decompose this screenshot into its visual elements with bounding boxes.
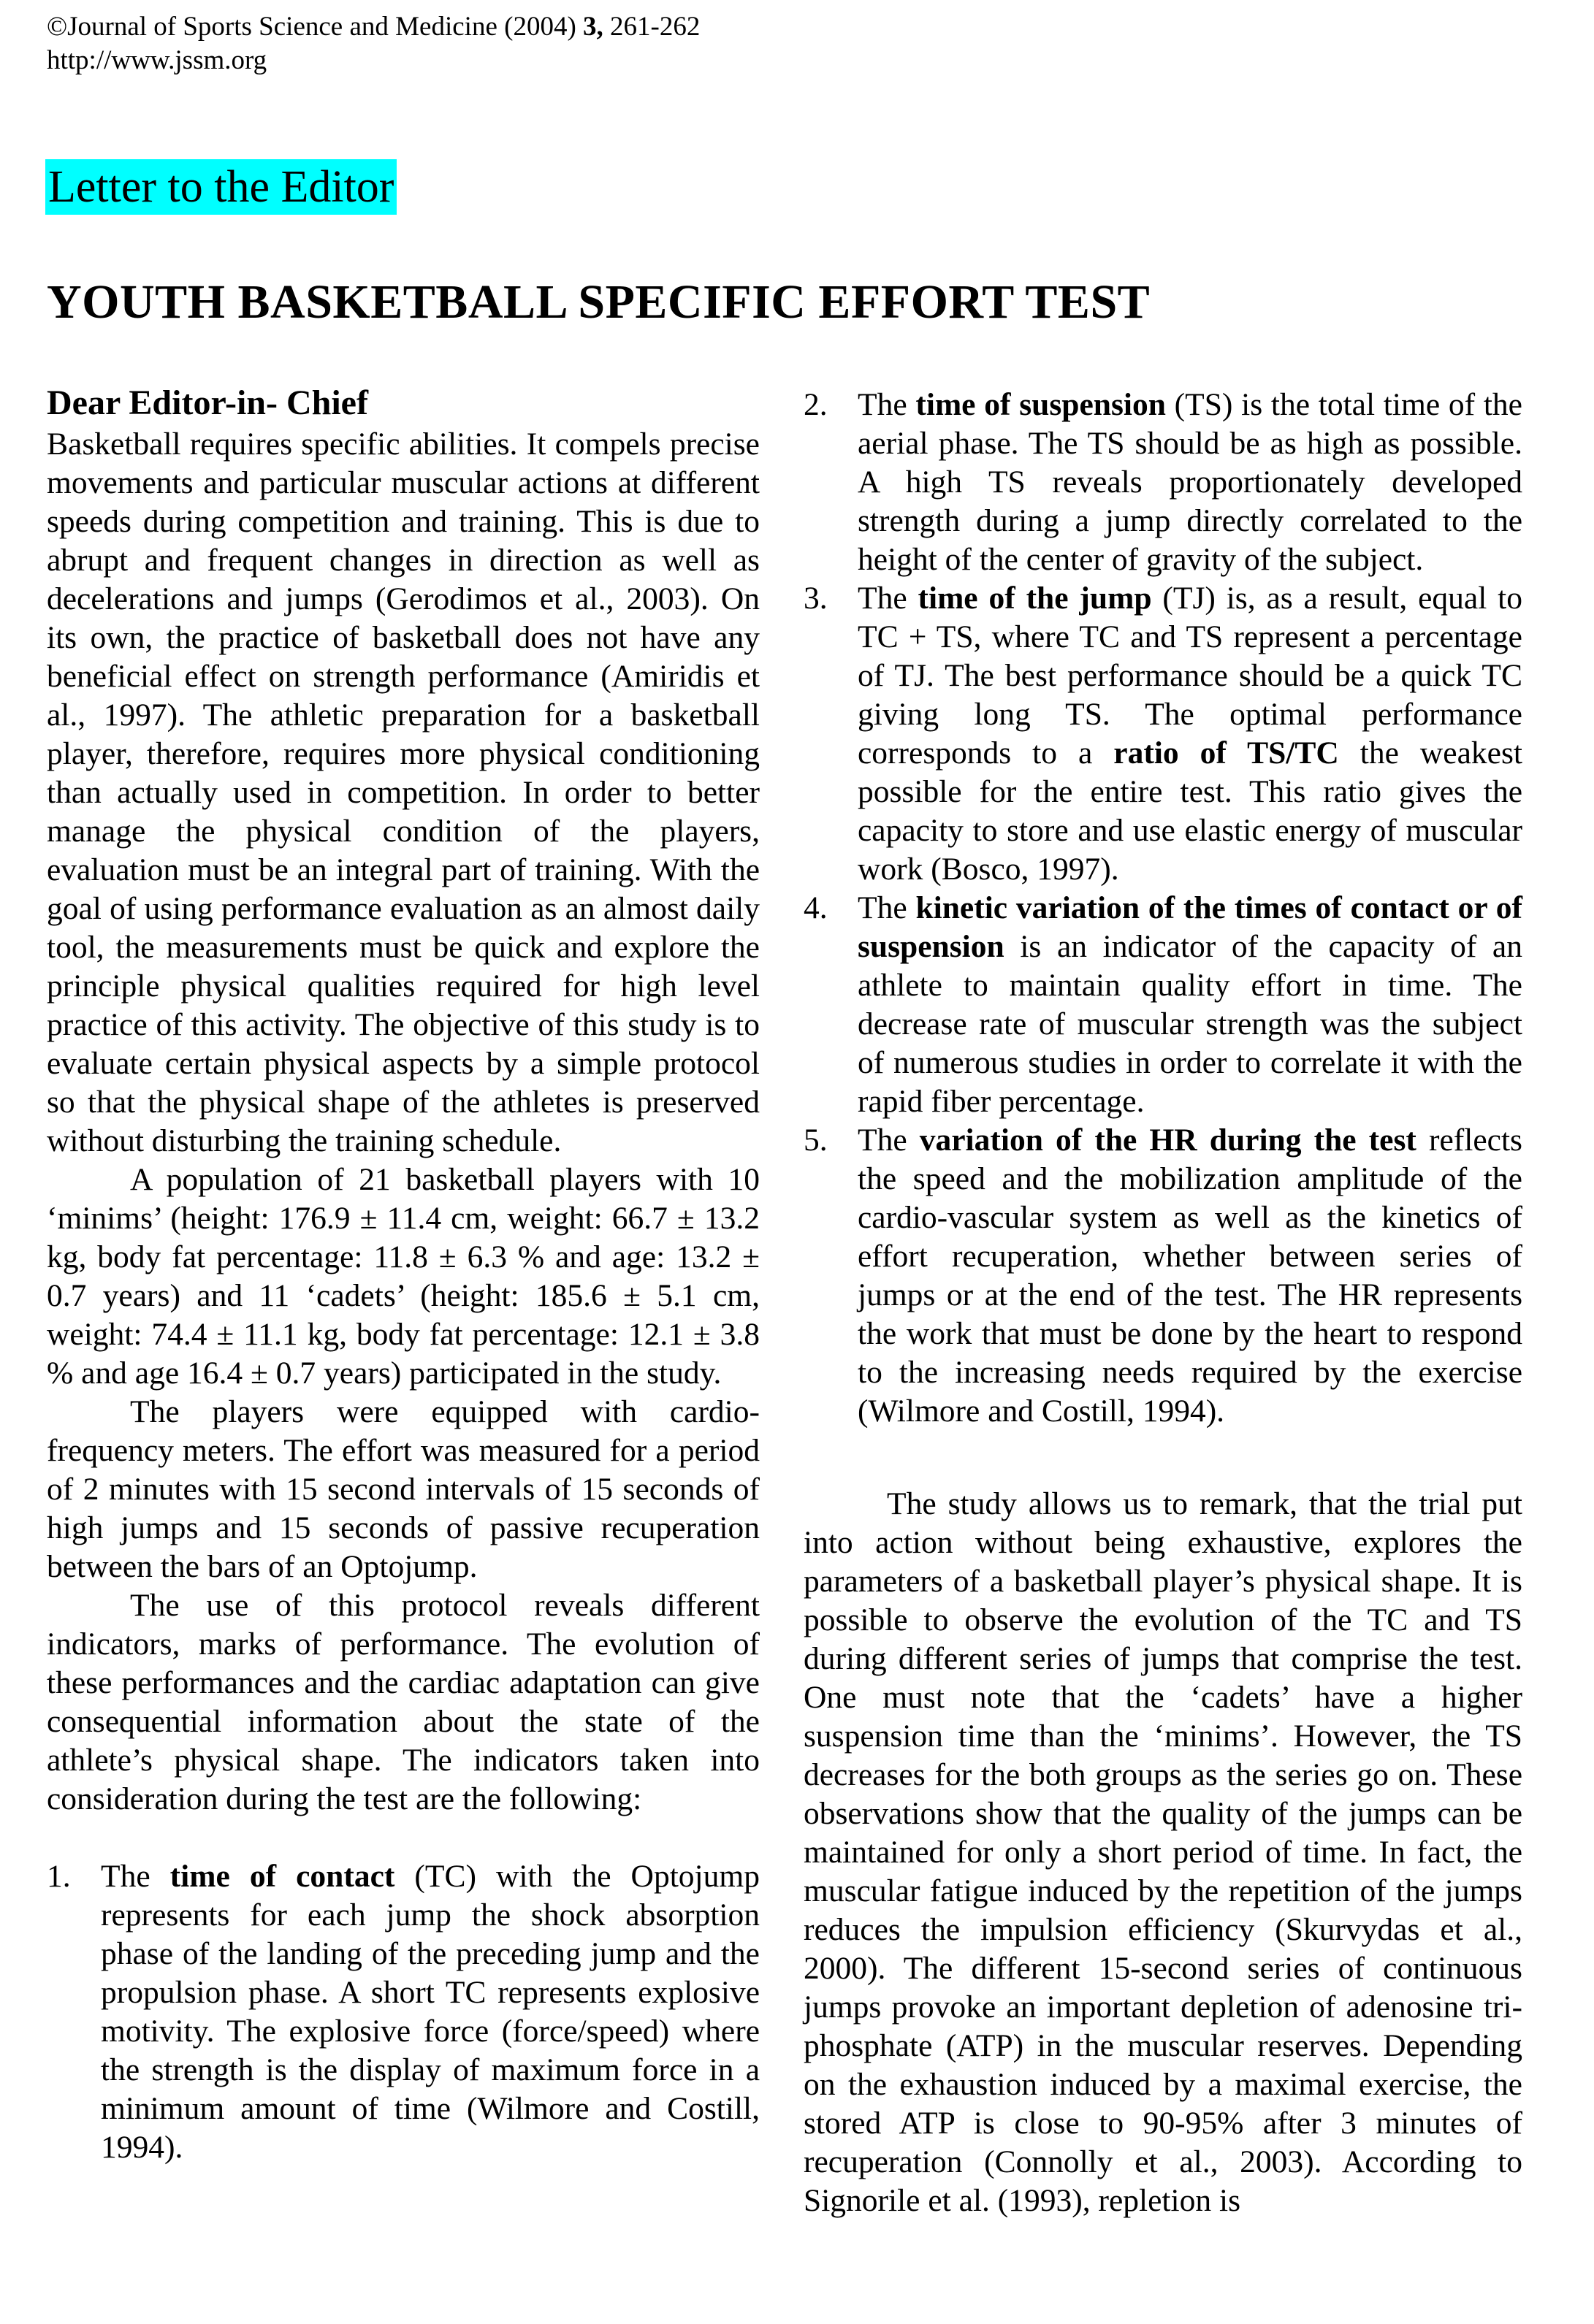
indicator-list-continued	[804, 386, 1522, 1431]
journal-header	[47, 10, 700, 77]
journal-citation: ©Journal of Sports Science and Medicine (2004) 3, 261-262	[47, 12, 701, 42]
paragraph-intro: Basketball requires specific abilities. It compels precise movements and particular muscular actions at different speeds during competition and training. This is due to abrupt and frequent changes in direction as well as decelerations and jumps (Gerodimos et al., 2003). On its own, the practice of basketball does not have any beneficial effect on strength performance (Amiridis et al., 1997). The athletic preparation for a basketball player, therefore, requires more physical conditioning than actually used in competition. In order to better manage the physical condition of the players, evaluation must be an integral part of training. With the goal of using performance evaluation as an almost daily tool, the measurements must be quick and explore the principle physical qualities required for high level practice of this activity. The objective of this study is to evaluate certain physical aspects by a simple protocol so that the physical shape of the athletes is preserved without disturbing the training schedule.	[47, 427, 760, 1158]
list-item: 5. The variation of the HR during the test reflects the speed and the mobilization amplitude of the cardio-vascular system as well as the kinetics of effort recuperation, whether between series of jumps or at the end of the test. The HR represents the work that must be done by the heart to respond to the increasing needs required by the exercise (Wilmore and Costill, 1994).	[804, 1123, 1522, 1429]
indicator-list	[47, 1857, 760, 2167]
left-column	[47, 381, 760, 2167]
article-title: YOUTH BASKETBALL SPECIFIC EFFORT TEST	[47, 275, 1151, 329]
section-label: Letter to the Editor	[45, 159, 397, 215]
paragraph-discussion: The study allows us to remark, that the trial put into action without being exhaustive, explores the parameters of a basketball player’s physical shape. It is possible to observe the evolution of the TC and TS during different series of jumps that comprise the test. One must note that the ‘cadets’ have a higher suspension time than the ‘minims’. However, the TS decreases for the both groups as the series go on. These observations show that the quality of the jumps can be maintained for only a short period of time. In fact, the muscular fatigue induced by the repetition of the jumps reduces the impulsion efficiency (Skurvydas et al., 2000). The different 15-second series of continuous jumps provoke an important depletion of adenosine tri-phosphate (ATP) in the muscular reserves. Depending on the exhaustion induced by a maximal exercise, the stored ATP is close to 90-95% after 3 minutes of recuperation (Connolly et al., 2003). According to Signorile et al. (1993), repletion is	[804, 1486, 1522, 2218]
journal-url[interactable]: http://www.jssm.org	[47, 45, 267, 75]
greeting: Dear Editor-in- Chief	[47, 383, 368, 422]
paragraph-protocol: The use of this protocol reveals different indicators, marks of performance. The evolution of these performances and the cardiac adaptation can give consequential information about the state of the athlete’s physical shape. The indicators taken into consideration during the test are the following:	[47, 1588, 760, 1816]
list-item: 4. The kinetic variation of the times of contact or of suspension is an indicator of the capacity of an athlete to maintain quality effort in time. The decrease rate of muscular strength was the subject of numerous studies in order to correlate it with the rapid fiber percentage.	[804, 890, 1522, 1119]
paragraph-equipment: The players were equipped with cardio-frequency meters. The effort was measured for a period of 2 minutes with 15 second intervals of 15 seconds of high jumps and 15 seconds of passive recuperation between the bars of an Optojump.	[47, 1394, 760, 1584]
journal-volume: 3,	[583, 12, 603, 42]
list-item: 1. The time of contact (TC) with the Optojump represents for each jump the shock absorption phase of the landing of the preceding jump and the propulsion phase. A short TC represents explosive motivity. The explosive force (force/speed) where the strength is the display of maximum force in a minimum amount of time (Wilmore and Costill, 1994).	[47, 1859, 760, 2165]
right-column	[804, 386, 1522, 2220]
paragraph-population: A population of 21 basketball players with 10 ‘minims’ (height: 176.9 ± 11.4 cm, weight: 66.7 ± 13.2 kg, body fat percentage: 11.8 ± 6.3 % and age: 13.2 ± 0.7 years) and 11 ‘cadets’ (height: 185.6 ± 5.1 cm, weight: 74.4 ± 11.1 kg, body fat percentage: 12.1 ± 3.8 % and age 16.4 ± 0.7 years) participated in the study.	[47, 1162, 760, 1391]
list-item: 2. The time of suspension (TS) is the total time of the aerial phase. The TS should be as high as possible. A high TS reveals proportionately developed strength during a jump directly correlated to the height of the center of gravity of the subject.	[804, 387, 1522, 577]
list-item: 3. The time of the jump (TJ) is, as a result, equal to TC + TS, where TC and TS represent a percentage of TJ. The best performance should be a quick TC giving long TS. The optimal performance corresponds to a ratio of TS/TC the weakest possible for the entire test. This ratio gives the capacity to store and use elastic energy of muscular work (Bosco, 1997).	[804, 581, 1522, 887]
